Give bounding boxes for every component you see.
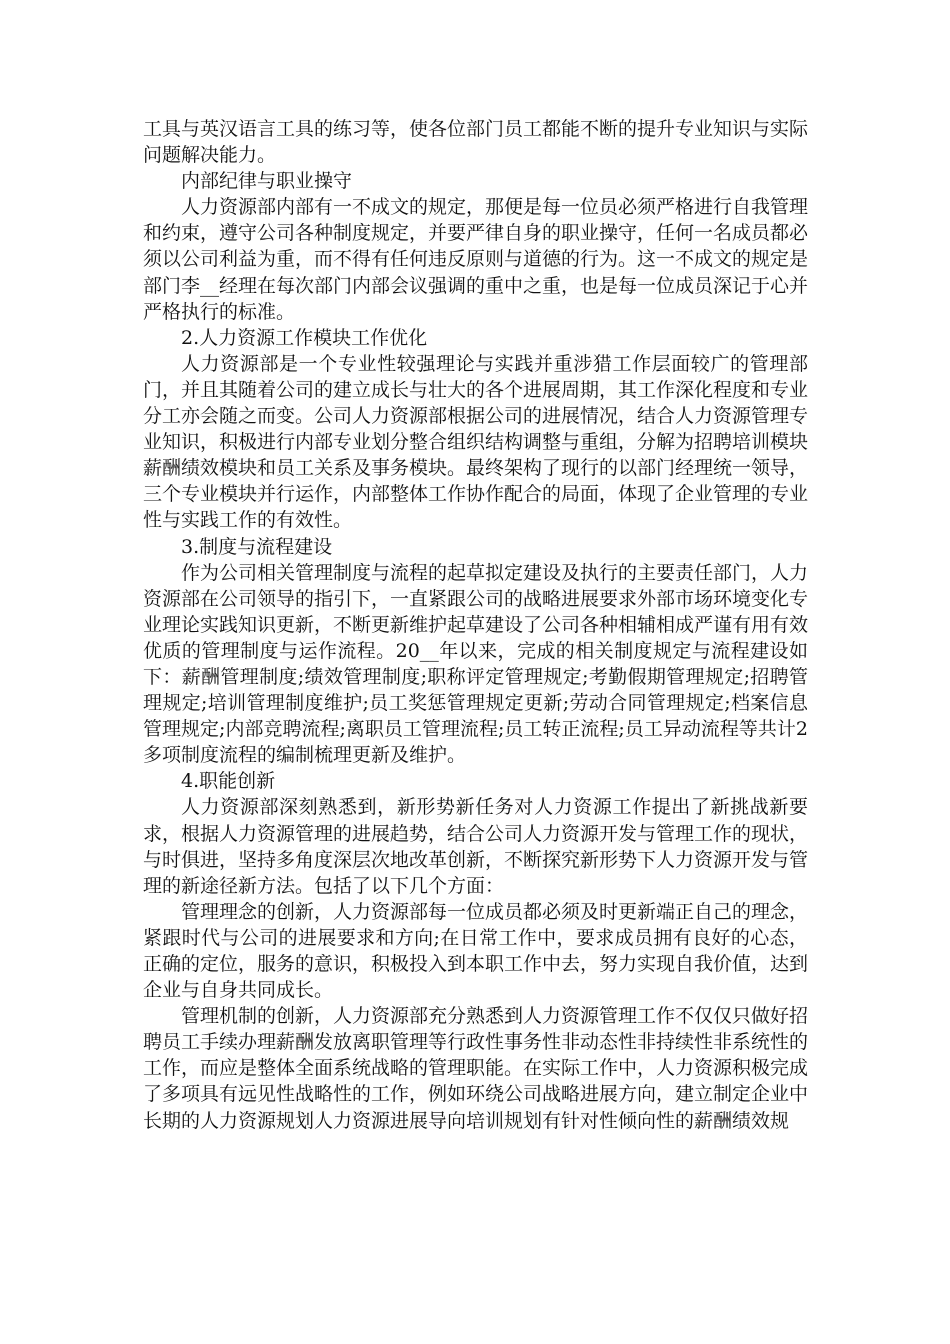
document-page — [143, 116, 808, 1134]
section-heading-discipline: 内部纪律与职业操守 — [181, 170, 353, 193]
paragraph-system-process: 作为公司相关管理制度与流程的起草拟定建设及执行的主要责任部门，人力资源部在公司领导的指引下，一直紧跟公司的战略进展要求外部市场环境变化专业理论实践知识更新，不断更新维护起草建设了公司各种相辅相成严谨有用有效优质的管理制度与运作流程。20__年以来，完成的相关制度规定与流程建设如下：薪酬管理制度;绩效管理制度;职称评定管理规定;考勤假期管理规定;招聘管理规定;培训管理制度维护;员工奖惩管理规定更新;劳动合同管理规定;档案信息管理规定;内部竞聘流程;离职员工管理流程;员工转正流程;员工异动流程等共计2多项制度流程的编制梳理更新及维护。 — [143, 561, 809, 767]
paragraph-mechanism-innovation: 管理机制的创新，人力资源部充分熟悉到人力资源管理工作不仅仅只做好招聘员工手续办理薪酬发放离职管理等行政性事务性非动态性非持续性非系统性的工作，而应是整体全面系统战略的管理职能。在实际工作中，人力资源积极完成了多项具有远见性战略性的工作，例如环绕公司战略进展方向，建立制定企业中长期的人力资源规划人力资源进展导向培训规划有针对性倾向性的薪酬绩效规 — [143, 1005, 809, 1132]
paragraph-module-optimization: 人力资源部是一个专业性较强理论与实践并重涉猎工作层面较广的管理部门，并且其随着公司的建立成长与壮大的各个进展周期，其工作深化程度和专业分工亦会随之而变。公司人力资源部根据公司的进展情况，结合人力资源管理专业知识，积极进行内部专业划分整合组织结构调整与重组，分解为招聘培训模块薪酬绩效模块和员工关系及事务模块。最终架构了现行的以部门经理统一领导，三个专业模块并行运作，内部整体工作协作配合的局面，体现了企业管理的专业性与实践工作的有效性。 — [143, 352, 809, 532]
paragraph-discipline: 人力资源部内部有一不成文的规定，那便是每一位员必须严格进行自我管理和约束，遵守公司各种制度规定，并要严律自身的职业操守，任何一名成员都必须以公司利益为重，而不得有任何违反原则与道德的行为。这一不成文的规定是部门李__经理在每次部门内部会议强调的重中之重，也是每一位成员深记于心并严格执行的标准。 — [143, 196, 809, 323]
section-heading-module-optimization: 2.人力资源工作模块工作优化 — [181, 326, 428, 349]
section-heading-system-process: 3.制度与流程建设 — [181, 535, 333, 558]
paragraph-function-innovation: 人力资源部深刻熟悉到，新形势新任务对人力资源工作提出了新挑战新要求，根据人力资源管理的进展趋势，结合公司人力资源开发与管理工作的现状，与时俱进，坚持多角度深层次地改革创新，不断探究新形势下人力资源开发与管理的新途径新方法。包括了以下几个方面： — [143, 796, 809, 897]
paragraph-intro-continuation: 工具与英汉语言工具的练习等，使各位部门员工都能不断的提升专业知识与实际问题解决能力。 — [143, 118, 809, 167]
paragraph-concept-innovation: 管理理念的创新，人力资源部每一位成员都必须及时更新端正自己的理念，紧跟时代与公司的进展要求和方向;在日常工作中，要求成员拥有良好的心态，正确的定位，服务的意识，积极投入到本职工作中去，努力实现自我价值，达到企业与自身共同成长。 — [143, 900, 809, 1002]
section-heading-function-innovation: 4.职能创新 — [181, 770, 276, 793]
